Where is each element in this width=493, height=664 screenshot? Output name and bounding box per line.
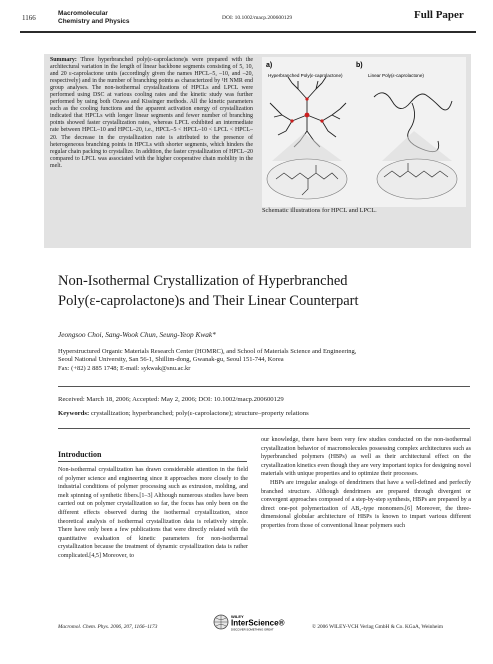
affiliation-line3: Fax: (+82) 2 885 1748; E-mail: sykwak@snu.ac.kr xyxy=(58,364,191,372)
panel-a-label: a) xyxy=(266,62,273,69)
branch-point-marker xyxy=(320,119,323,122)
zoom-cone-b xyxy=(382,131,452,161)
keywords-list: crystallization; hyperbranched; poly(ε-caprolactone); structure–property relations xyxy=(90,410,309,417)
schematic-figure xyxy=(262,57,466,207)
journal-name xyxy=(58,10,178,26)
zoom-circle-a xyxy=(267,159,347,199)
zoom-circle-b xyxy=(377,159,457,199)
wiley-interscience-logo xyxy=(212,612,306,632)
intro-rule xyxy=(58,461,247,462)
schematic-figure-svg xyxy=(262,57,466,207)
branch-point-marker xyxy=(290,119,293,122)
logo-main-text: InterScience® xyxy=(231,618,285,628)
affiliation-line2: Seoul National University, San 56-1, Shillim-dong, Gwanak-gu, Seoul 151-744, Korea xyxy=(58,356,284,364)
divider xyxy=(58,428,470,429)
branch-point-marker xyxy=(305,113,310,118)
abstract-text xyxy=(50,57,253,170)
logo-tagline: DISCOVER SOMETHING GREAT xyxy=(231,627,274,632)
branch-point-marker xyxy=(305,97,308,100)
paper-title-line2: Poly(ε-caprolactone)s and Their Linear Counterpart xyxy=(58,293,359,309)
authors: Jeongsoo Choi, Sang-Wook Chun, Seung-Yeop Kwak* xyxy=(58,330,216,339)
paper-title-line1: Non-Isothermal Crystallization of Hyperbranched xyxy=(58,273,348,289)
logo-small-text: WILEY xyxy=(231,614,244,619)
journal-name-line1: Macromolecular xyxy=(58,10,108,17)
section-label: Full Paper xyxy=(414,9,464,21)
abstract-label: Summary: xyxy=(50,57,77,63)
footer-copyright: © 2006 WILEY-VCH Verlag GmbH & Co. KGaA, Weinheim xyxy=(312,624,444,630)
journal-name-line2: Chemistry and Physics xyxy=(58,18,130,25)
header-doi: DOI: 10.1002/macp.200600129 xyxy=(222,15,293,21)
footer-citation: Macromol. Chem. Phys. 2006, 207, 1166–1173 xyxy=(58,624,158,630)
keywords-label: Keywords: xyxy=(58,410,90,417)
received-dates: Received: March 18, 2006; Accepted: May 2, 2006; DOI: 10.1002/macp.200600129 xyxy=(58,396,284,403)
affiliation-line1: Hyperstructured Organic Materials Research Center (HOMRC), and School of Materials Science and Engineering, xyxy=(58,348,357,355)
figure-caption: Schematic illustrations for HPCL and LPCL. xyxy=(262,207,377,214)
hpcl-label: Hyperbranched Poly(ε-caprolactone) xyxy=(268,73,343,78)
intro-heading: Introduction xyxy=(58,450,102,459)
intro-left-column xyxy=(58,466,248,561)
paper-title xyxy=(58,271,458,311)
intro-right-column xyxy=(261,436,471,531)
zoom-cone-a xyxy=(272,133,342,161)
lpcl-label: Linear Poly(ε-caprolactone) xyxy=(368,73,424,78)
page-number: 1166 xyxy=(22,14,36,22)
abstract-body: Three hyperbranched poly(ε-caprolactone)s were prepared with the architectural variation in the length of linear backbone segments consisting of 5, 10, and 20 ε-caprolactone units (accordingly given the names HPCL–5, –10, and –20, respectively) and in the number of branching points as characterized by ¹H NMR end group analyses. The non-isothermal crystallizations of HPCLs and LPCL were performed using DSC at various cooling rates and the kinetic study was further performed by using both Ozawa and Kissinger methods. All the kinetic parameters such as the cooling functions and the apparent activation energy of crystallization indicated that HPCLs with longer linear segments and fewer number of branching points showed faster crystallization rates, whereas LPCL exhibited an intermediate rate between HPCL–10 and HPCL–20, i.e., HPCL–5 < HPCL–10 < LPCL < HPCL–20. The decrease in the crystallization rate is attributed to the presence of heterogeneous branching points in HPCLs with shorter segments, which hinders the regular chain packing to crystallize. In addition, the faster crystallization of HPCL–20 compared to LPCL was associated with the higher cooperative chain mobility in the melt. xyxy=(50,57,253,169)
intro-paragraph: Non-isothermal crystallization has drawn considerable attention in the field of polymer science and engineering since it approaches more closely to the industrial conditions of polymer processing such as extrusion, molding, and melt spinning of synthetic fibers.[1–3] Although numerous studies have been carried out on polymer crystallization so far, the focus has only been on the different effects observed during the isothermal crystallization, since theoretical analysis of isothermal crystallization data is relatively simple. There have only been a few publications that were directly related with the quantitative evaluation of kinetic parameters for non-isothermal crystallization because the treatment of dynamic crystallization data is rather complicated.[4,5] Moreover, to xyxy=(58,467,248,559)
header-rule xyxy=(20,31,476,33)
panel-b-label: b) xyxy=(356,62,363,69)
intro-paragraph: our knowledge, there have been very few studies conducted on the non-isothermal crystallization behavior of macromolecules possessing complex architectures such as hyperbranched polymers (HBPs) as well as their architectural effect on the crystallization kinetics even though they are very important topics for designing novel materials with unique properties and to optimize their processes. xyxy=(261,437,472,478)
divider xyxy=(58,386,470,387)
keywords xyxy=(58,410,309,417)
intro-paragraph: HBPs are irregular analogs of dendrimers that have a well-defined and perfectly branched structure. Although dendrimers are prepared through divergent or convergent approaches composed of a step-by-step synthesis, HBPs are prepared by a direct one-pot polymerization of AB₂-type monomers.[6] Moreover, the three-dimensional globular architecture of HBPs is known to impart various different properties from those of conventional linear polymers such xyxy=(261,479,471,529)
affiliation xyxy=(58,348,438,373)
